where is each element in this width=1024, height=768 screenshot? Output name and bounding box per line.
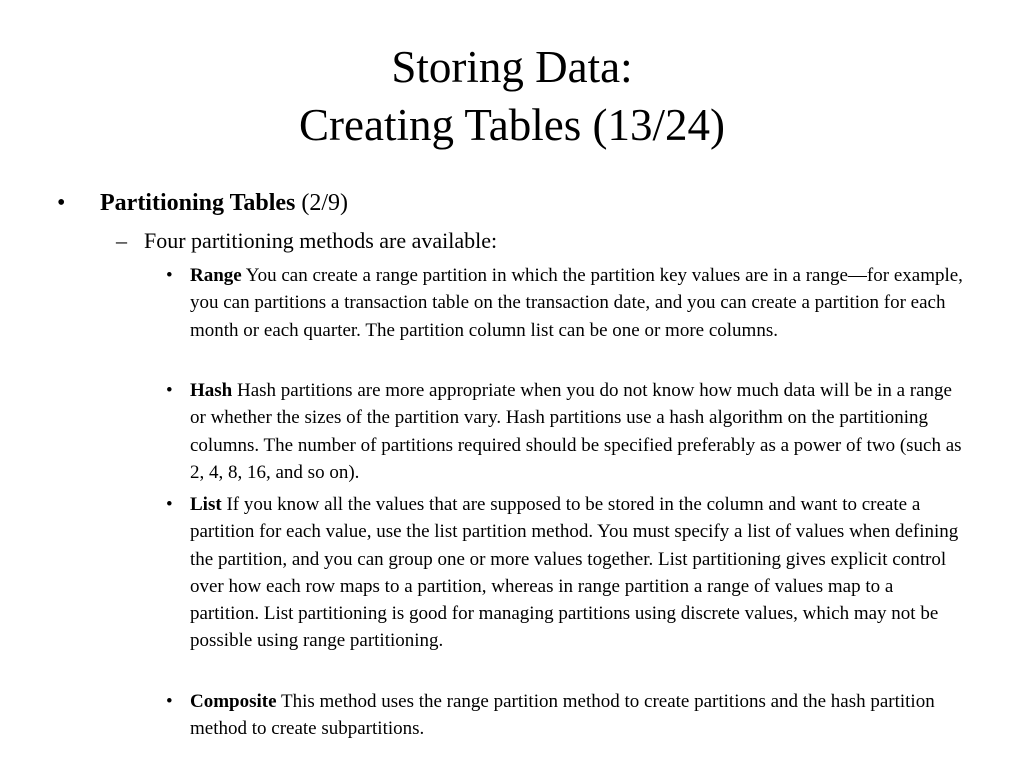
method-description: You can create a range partition in which the partition key values are in a range—for example, you can partitions a transaction table on the transaction date, and you can create a partition for each month or each quarter. The partition column list can be one or more columns. [190,265,963,341]
method-term: Range [190,265,242,286]
bullet-icon: • [57,190,66,216]
method-description: This method uses the range partition method to create partitions and the hash partition method to create subpartitions. [190,691,935,740]
slide-title-line-2: Creating Tables (13/24) [299,100,725,150]
method-text [190,491,966,655]
method-term: Hash [190,380,233,401]
slide-title [0,38,1024,154]
bullet-icon: • [166,265,173,286]
bullet-icon: • [166,494,173,515]
bullet-suffix: (2/9) [295,190,349,216]
method-text [190,688,966,743]
bullet-icon: • [166,380,173,401]
method-description: If you know all the values that are supposed to be stored in the column and want to create a partition for each value, use the list partition method. You must specify a list of values when defining the partition, and you can group one or more values together. List partitioning gives explicit control over how each row maps to a partition, whereas in range partition a range of values map to a partition. List partitioning is good for managing partitions using discrete values, which may not be possible using range partitioning. [190,494,959,652]
method-term: List [190,494,222,515]
bullet-heading: Partitioning Tables [100,190,296,216]
sub-bullet-text: Four partitioning methods are available: [144,228,498,253]
method-term: Composite [190,691,277,712]
slide-title-line-1: Storing Data: [391,42,633,92]
bullet-icon: • [166,691,173,712]
dash-icon: – [116,228,127,253]
method-text [190,262,966,344]
method-text [190,377,966,486]
bullet-text [100,186,348,220]
method-description: Hash partitions are more appropriate when you do not know how much data will be in a range or whether the sizes of the partition vary. Hash partitions use a hash algorithm on the partitioning columns. The number of partitions required should be specified preferably as a power of two (such as 2, 4, 8, 16, and so on). [190,380,962,483]
